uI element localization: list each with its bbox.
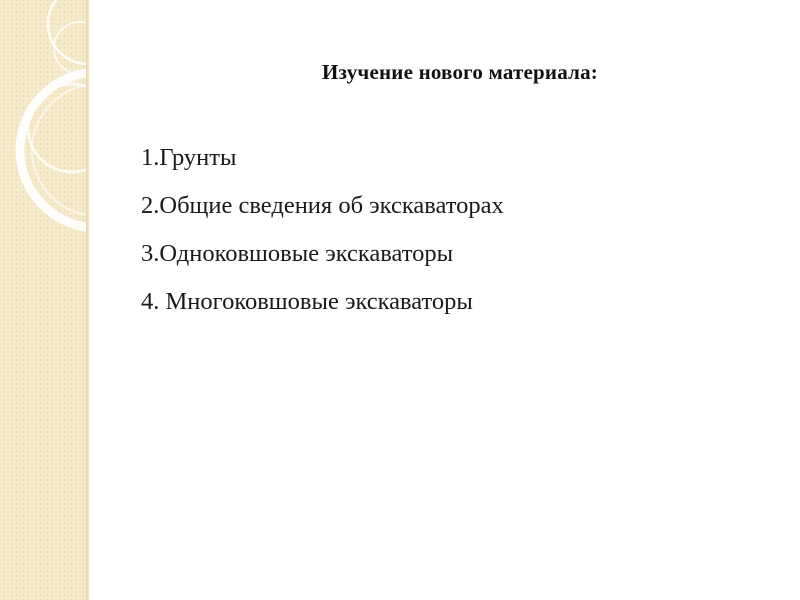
- circle-ornament-icon: [0, 0, 86, 600]
- topic-list: [141, 134, 504, 326]
- topic-item: 1.Грунты: [141, 144, 237, 171]
- topic-item: 2.Общие сведения об экскаваторах: [141, 192, 504, 219]
- decorative-side-panel: [0, 0, 86, 600]
- topic-item: 4. Многоковшовые экскаваторы: [141, 288, 473, 315]
- slide-title: Изучение нового материала:: [322, 60, 598, 84]
- side-panel-border: [86, 0, 90, 600]
- topic-item: 3.Одноковшовые экскаваторы: [141, 240, 454, 267]
